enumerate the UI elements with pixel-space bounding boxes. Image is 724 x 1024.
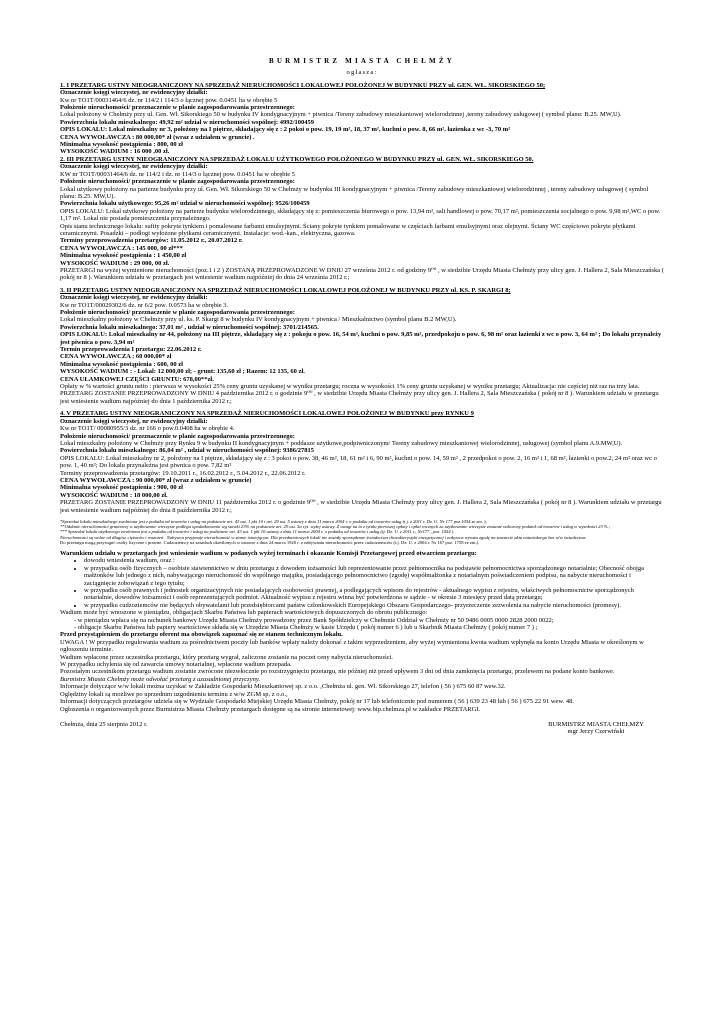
list-item: • w przypadku cudzoziemców nie będących obywatelami lub przedsiębiorcami państw członkowskich Europejskiego Obszaru Gospodarczego- przyrzeczenie zezwolenia na nabycie nieruchomości (promesy). [84,602,664,609]
s4-v2: Lokal mieszkalny położony w Chełmży przy Rynku 9 w budynku II kondygnacyjnym + poddasze użytkowe,podpiwniczonym/ Tereny zabudowy mieszkaniowej wielorodzinnej, usługowej (symbol planu A.9.MW,U). [60,439,623,447]
condition-note: Informacje dotyczące w/w lokali można uzyskać w Zakładzie Gospodarki Mieszkaniowej sp. z o.o. ,Chełmża ul. gen. Wł. Sikorskiego 27, telefon ( 56 ) 675 60 87 wew.32. [60,683,506,691]
s4-v1: Kw nr TO1T/ 00080955/3 dz. nr 166 o pow.0.0408 ha w obrębie 4. [60,425,235,433]
s2-k9: WYSOKOŚĆ WADIUM : 29 000, 00 zł. [60,259,170,267]
s1-k1: Oznaczenie księgi wieczystej, nr ewidencyjny działki: [60,89,208,97]
conditions-list [60,557,664,609]
s2-k8: Minimalna wysokość postąpienia : 1 450,00 zł [60,252,187,260]
s3-k4: OPIS LOKALU: Lokal mieszkalny nr 44, położony na III piętrze, składający się z : pokoju o pow. 16, 54 m², kuchni o pow. 9,85 m², przedpokoju o pow. 6, 98 m² oraz łazienki z wc o pow. 3, 64 m² ; Do lokalu przynależy jest piwnica o pow. 3,94 m² [60,331,662,346]
s3-k1: Oznaczenie księgi wieczystej, nr ewidencyjny działki: [60,294,208,302]
document-title: BURMISTRZ MIASTA CHEŁMŻY [269,57,455,65]
s4-k4: OPIS LOKALU: Lokal mieszkalny nr 2, położony na I piętrze, składający się z : 3 pokoi o pow. 38, 46 m², 18, 61 m² i 6, 90 m², kuchni o pow. 14, 59 m² , 2 przedpokoi o pow. 2, 16 m² i 1, 68 m², łazienki o pow.2, 24 m² oraz wc o pow. 1, 40 m²; Do lokalu przynależna jest piwnica o pow. 7,82 m² [60,454,657,470]
wadium-bank: - w pieniądzu wpłaca się na rachunek bankowy Urzędu Miasta Chełmży prowadzony przez Bank Spółdzielczy w Chełmnie Oddział w Chełmży nr 50 9486 0005 0000 2828 2000 0022; [74,616,554,624]
place-date: Chełmża, dnia 25 sierpnia 2012 r. [60,720,148,728]
s1-k3: Powierzchnia lokalu mieszkalnego: 49,92 m² udział w nieruchomości wspólnej: 4992/100459 [60,118,314,126]
condition-note: W przypadku uchylenia się od zawarcia umowy notarialnej, wpłacone wadium przepada. [60,661,292,669]
s2-k10: PRZETARGI na wyżej wymienione nieruchomości (poz.1 i 2 ) ZOSTANĄ PRZEPROWADZONE W DNIU 27 września 2012 r. od godziny 9⁰⁰ , w siedzibie Urzędu Miasta Chełmży przy ulicy gen. J. Hallera 2, Sala Mieszczańska ( pokój nr 8 ). Warunkiem udziału w przetargach jest wniesienie wadium najpóźniej do dnia 24 września 2012 r.; [60,266,664,282]
section-2 [60,156,664,282]
s4-k3: Powierzchnia lokalu mieszkalnego: 86,04 m² , udział w nieruchomości wspólnej: 9386/27815 [60,447,314,455]
s4-k2: Położenie nieruchomości/ przeznaczenie w planie zagospodarowania przestrzennego: [60,432,295,440]
wadium-bonds: - obligacje Skarbu Państwa lub papiery wartościowe składa się w Urzędzie Miasta Chełmży w kasie Urzędu ( pokój numer 6 ) lub u Skarbnik Miasta Chełmży ( pokój numer 7 ) ; [74,624,538,632]
section-1-title: 1. I PRZETARG USTNY NIEOGRANICZONY NA SPRZEDAŻ NIERUCHOMOŚCI LOKALOWEJ POŁOŻONEJ W BUDYNKU PRZY ul. GEN. WŁ. SIKORSKIEGO 50; [60,81,546,89]
s4-k7: Minimalna wysokość postąpienia : 900, 00 zł [60,484,183,492]
s3-k3: Powierzchnia lokalu mieszkalnego: 37,01 m² , udział w nieruchomości wspólnej: 3701/214565. [60,323,319,331]
footnote: *Sprzedaż lokalu mieszkalnego zwolniona jest z podatku od towarów i usług na podstawie art. 43 ust. 1 pkt 10 i art. 29 ust. 5 ustawy z dnia 11 marca 2004 r. o podatku od towarów usług (t.j. z 2011 r. Dz. U. Nr 177 poz.1054 ze zm. ); [60,518,488,524]
s2-k5: Opis stanu technicznego lokalu: sufity pokryte tynkiem i pomalowane farbami emulsyjnymi. Ściany pokryte tynkiem pomalowane w częściach farbami emulsyjnymi oraz olejnymi. Ściany WC częściowo pokryte płytkami ceramicznymi. Posadzki – podłogi wyłożone płytkami ceramicznymi. Instalacje: wod.-kan., elektryczna, gazowa. [60,222,636,237]
s3-k6: CENA WYWOŁAWCZA : 60 000,00* zł [60,353,172,361]
condition-note: Pozostałym uczestnikom przetargu wadium zostanie zwrócone niezwłocznie po rozstrzygnięciu przetargu, nie później niż przed upływem 3 dni od dnia zamknięcia przetargu, przelewem na podane konto bankowe. [60,668,615,676]
s1-k5: CENA WYWOŁAWCZA : 80 000,00* zł (wraz z udziałem w gruncie) . [60,133,255,141]
s3-k11: PRZETARG ZOSTANIE PRZEPROWADZONY W DNIU 4 października 2012 r. o godzinie 9⁰⁰ , w siedzibie Urzędu Miasta Chełmży przy ulicy gen. J. Hallera 2, Sala Mieszczańska ( pokój nr 8 ). Warunkiem udziału w przetargu jest wniesienie wadium najpóźniej do dnia 1 października 2012 r.; [60,390,659,405]
s2-k3: Powierzchnia lokalu użytkowego: 95,26 m² udział w nieruchomości wspólnej: 9526/100459 [60,200,310,208]
s1-k2: Położenie nieruchomości/ przeznaczenie w planie zagospodarowania przestrzennego: [60,104,295,112]
list-item: • dowodu wniesienia wadium, oraz : [84,557,664,564]
s2-k1: Oznaczenie księgi wieczystej, nr ewidencyjny działki: [60,163,208,171]
document-subtitle: ogłasza: [346,69,378,77]
condition-note: Oględziny lokali są możliwe po uprzednim uzgodnieniu terminu z w/w ZGM sp. z o.o., [60,690,288,698]
signature-block [60,721,664,736]
section-3-title: 3. II PRZETARG USTNY NIEOGRANICZONY NA SPRZEDAŻ NIERUCHOMOŚCI LOKALOWEJ POŁOŻONEJ W BUDYNKU PRZY ul. KS. P. SKARGI 8; [60,286,511,294]
condition-note: Przed przystąpieniem do przetargu oferent ma obowiązek zapoznać się ze stanem technicznym lokalu. [60,631,343,639]
s3-k7: Minimalna wysokość postąpienia : 600, 00 zł [60,360,183,368]
signer [548,721,644,736]
condition-note: UWAGA ! W przypadku regulowania wadium za pośrednictwem poczty lub banków wpłaty należy dokonać z takim wyprzedzeniem, aby wyżej wymieniona kwota wadium wpłynęła na konto Urzędu Miasta w określonym w ogłoszeniu terminie. [60,638,644,654]
s4-k6: CENA WYWOŁAWCZA : 90 000,00* zł (wraz z udziałem w gruncie) [60,476,252,484]
s2-k2: Położenie nieruchomości/ przeznaczenie w planie zagospodarowania przestrzennego: [60,178,295,186]
s3-v2: Lokal mieszkalny położony w Chełmży przy ul. ks. P. Skargi 8 w budynku IV kondygnacyjnym + piwnica / Mieszkalnictwo (symbol planu B.2 MW,U). [60,316,457,324]
s3-v1: Kw nr TO1T/00029302/6 dz. nr 6/2 pow. 0.0573 ha w obrębie 3. [60,301,229,309]
s1-k4: OPIS LOKALU: Lokal mieszkalny nr 3, położony na I piętrze, składający się z : 2 pokoi o pow. 19, 19 m², 18, 37 m², kuchni o pow. 8, 66 m², łazienka z wc -3, 70 m² [60,126,511,134]
s2-v2: Lokal użytkowy położony na parterze budynku przy ul. Gen. Wł. Sikorskiego 50 w Chełmży w budynku III kondygnacyjnym + piwnica /Tereny zabudowy mieszkaniowej wielorodzinnej , tereny zabudowy usługowej ( symbol planu: B.25. MW,U). [60,185,649,200]
section-4-title: 4. V PRZETARG USTNY NIEOGRANICZONY NA SPRZEDAŻ NIERUCHOMOŚCI LOKALOWEJ POŁOŻONEJ W BUDYNKU przy RYNKU 9 [60,410,474,418]
s4-k5: Terminy przeprowadzenia przetargów: 19.10.2011 r., 16.02.2012 r., 5.04.2012 r., 22.06.2012 r. [60,469,306,477]
section-3 [60,287,664,406]
footnotes [60,519,664,545]
condition-note: Ogłoszenia o organizowanych przez Burmistrza Miasta Chełmży przetargach dostępne są na stronie internetowej: www.bip.chelmza.pl w zakładce PRZETARGI. [60,705,481,713]
s2-k6: Terminy przeprowadzenia przetargów: 11.05.2012 r., 20.07.2012 r. [60,237,243,245]
s1-k6: Minimalna wysokość postąpienia : 800, 00 zł [60,141,183,149]
section-2-title: 2. III PRZETARG USTNY NIEOGRANICZONY NA SPRZEDAŻ LOKALU UŻYTKOWEGO POŁOŻONEGO W BUDYNKU PRZY ul. GEN. WŁ. SIKORSKIEGO 50. [60,155,534,163]
s3-k10: Opłaty w % wartości gruntu netto : pierwsza w wysokości 25% ceny gruntu uzyskanej w wyniku przetargu; roczna w wysokości 1% ceny gruntu uzyskanej w wyniku przetargu; Aktualizacja: nie częściej niż raz na trzy lata. [60,383,640,391]
footnote: Do przetargu mogą przystąpić osoby fizyczne i prawne. Cudzoziemcy na zasadach określonych w ustawie z dnia 24 marca 1920 r. o nabywaniu nieruchomości przez cudzoziemców (t.j. Dz. U. z 2004 r. Nr 167 poz. 1758 ze zm.). [60,539,480,545]
s4-k1: Oznaczenie księgi wieczystej, nr ewidencyjny działki: [60,417,208,425]
section-1 [60,82,664,156]
footnote: Nieruchomości są wolne od długów, ciężarów i roszczeń . Nabywca przyjmuje nieruchomość w stanie istniejącym. Dla przedmiotowych lokali nie zostały sporządzone świadectwa charakterystyki energetycznej i nabywca wyraża zgodę na zawarcie aktu notarialnego bez w/w świadectwa. [60,534,587,540]
s4-k8: WYSOKOŚĆ WADIUM : 18 000,00 zł. [60,491,168,499]
s1-v2: Lokal położony w Chełmży przy ul. Gen. Wł. Sikorskiego 50 w budynku IV kondygnacyjnym + piwnica /Tereny zabudowy mieszkaniowej wielorodzinnej ,tereny zabudowy usługowej ( symbol planu: B.25. MW,U). [60,111,622,119]
s3-k2: Położenie nieruchomości/ przeznaczenie w planie zagospodarowania przestrzennego: [60,309,295,316]
s2-k7: CENA WYWOŁAWCZA : 145 000, 00 zł*** [60,244,183,252]
wadium-intro: Wadium może być wnoszone w pieniądzu, obligacjach Skarbu Państwa lub papierach wartościowych dopuszczonych do obrotu publicznego: [60,609,428,617]
s4-k9: PRZETARG ZOSTANIE PRZEPROWADZONY W DNIU 11 października 2012 r. o godzinie 9⁰⁰ , w siedzibie Urzędu Miasta Chełmży przy ulicy gen. J. Hallera 2, Sala Mieszczańska ( pokój nr 8 ). Warunkiem udziału w przetargu jest wniesienie wadium najpóźniej do dnia 8 października 2012 r.; [60,499,662,514]
list-item: • w przypadku osób fizycznych – osobiste stawiennictwo w dniu przetargu z dowodem tożsamości lub reprezentowanie przez pełnomocnika na podstawie pełnomocnictwa sporządzonego notarialnie; Obecność obojga małżonków lub jednego z nich, nabywającego nieruchomość do wspólnego majątku, posiadającego pełnomocnictwo (zgodę) współmałżonka z notarialnym poświadczeniem podpisu, na nabycie nieruchomości i zaciągnięcie zobowiązań z tego tytułu; [84,565,664,587]
s2-v1: KW nr TO1T/00031464/6 dz. nr 114/2 i dz. nr 114/3 o łącznej pow. 0.0451 ha w obrębie 5 [60,170,296,178]
s3-k9: CENA UŁAMKOWEJ CZĘŚCI GRUNTU: 678,00**zł. [60,375,214,383]
s3-k8: WYSOKOŚĆ WADIUM : - Lokal: 12 000,00 zł; - grunt: 135,60 zł ; Razem: 12 135, 60 zł. [60,368,305,376]
s2-k4: OPIS LOKALU: Lokal użytkowy położony na parterze budynku wielorodzinnego, składający się z: pomieszczenia biurowego o pow. 13,94 m², sali handlowej o pow. 70,17 m², pomieszczenia socjalnego o pow. 9,98 m²,WC o pow. 1,17 m². Lokal nie posiada pomieszczenia przynależnego. [60,207,661,223]
condition-note: Informacji dotyczących przetargów udziela się w Wydziale Gospodarki Miejskiej Urzędu Miasta Chełmży, pokój nr 17 lub telefonicznie pod numerem ( 56 ) 639 23 48 lub ( 56 ) 675 22 91 wew. 48. [60,698,575,706]
signer-title: BURMISTRZ MIASTA CHEŁMŻY [548,720,644,728]
footnote: **Oddanie nieruchomości gruntowej w użytkowanie wieczyste podlega opodatkowaniu wg stawki 23% na podstawie art. 29 ust. 5a cyt. wyżej ustawy. Z uwagi na to z tytułu pierwszej opłaty i opłat rocznych za użytkowanie wieczyste zostanie naliczony podatek od towarów i usług w wysokości 23 % ; [60,524,611,530]
s1-k7: WYSOKOŚĆ WADIUM : 16 000 ,00 zł. [60,148,170,156]
s3-k5: Termin przeprowadzenia I przetargu: 22.06.2012 r. [60,346,202,354]
condition-note: Wadium wpłacone przez uczestnika przetargu, który przetarg wygrał, zaliczone zostanie na poczet ceny nabycia nieruchomości. [60,653,393,661]
footnote: *** Sprzedaż lokalu użytkowego zwolniona jest z podatku od towarów i usług na podstawie art. 43 ust. 1 pkt 10 ustawy z dnia 11 marca 2004 r. o podatku od towarów i usług (tj. Dz. U. z 2011 r., Nr177 , poz. 1054 ). [60,529,455,535]
s1-v1: Kw nr TO1T/00031464/6 dz. nr 114/2 i 114/3 o łącznej pow. 0.0451 ha w obrębie 5 [60,96,278,104]
signer-name: mgr Jerzy Czerwiński [567,728,625,736]
conditions-intro: Warunkiem udziału w przetargach jest wniesienie wadium w podanych wyżej terminach i okazanie Komisji Przetargowej przed otwarciem przetargu: [60,549,477,557]
condition-note: Burmistrz Miasta Chełmży może odwołać przetarg z uzasadnionej przyczyny. [60,675,260,683]
section-4 [60,410,664,514]
conditions [60,550,664,713]
list-item: • w przypadku osób prawnych i jednostek organizacyjnych nie posiadających osobowości prawnej, a podlegających wpisom do rejestrów - aktualnego wypisu z rejestru, właściwych pełnomocnictw sporządzonych notarialnie, dowodów tożsamości i osób reprezentujących podmiot. Aktualność wypisu z rejestru winna być potwierdzona w sądzie - w okresie 3 miesięcy przed datą przetargu; [84,587,664,602]
